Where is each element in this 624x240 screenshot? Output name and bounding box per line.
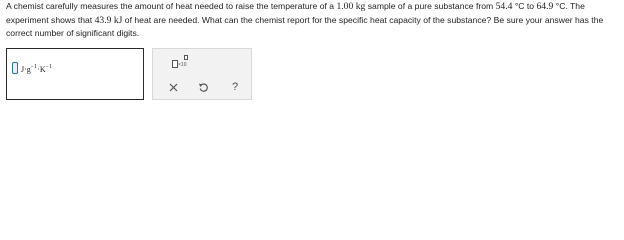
exponent-box — [184, 55, 188, 60]
undo-button[interactable] — [195, 79, 211, 95]
help-button[interactable] — [227, 79, 243, 95]
heat-unit: kJ — [113, 14, 123, 26]
mass-value: 1.00 — [336, 1, 354, 12]
undo-icon — [198, 82, 209, 93]
answer-unit — [21, 60, 52, 77]
unit-k: ·K — [37, 65, 46, 74]
question-part-4: °C. The experiment shows that — [6, 1, 585, 25]
question-part-5: of heat are needed. What can the chemist report for the specific heat capacity of the substance? Be sure your answer has the correct number of significant digits. — [6, 14, 604, 39]
answer-input[interactable] — [12, 62, 18, 74]
clear-button[interactable] — [165, 79, 181, 95]
temperature-end: 64.9 — [536, 1, 554, 12]
question-part-2: sample of a pure substance from — [365, 1, 496, 11]
mass-unit: kg — [355, 1, 366, 12]
answer-tools-panel — [152, 48, 252, 100]
unit-j-per-g: J·g — [21, 65, 31, 74]
heat-value: 43.9 — [94, 14, 112, 26]
help-icon: ? — [231, 81, 239, 93]
temperature-start: 54.4 — [495, 1, 513, 12]
question-part-3: °C to — [512, 1, 537, 11]
action-row — [153, 79, 251, 95]
scientific-notation-icon[interactable] — [172, 55, 188, 69]
times-ten-label: ×10 — [178, 62, 187, 68]
question-part-1: A chemist carefully measures the amount of heat needed to raise the temperature of a — [6, 1, 337, 11]
unit-exponent-1: −1 — [30, 64, 38, 70]
unit-exponent-2: −1 — [45, 64, 53, 70]
close-icon — [169, 83, 178, 92]
answer-box — [6, 48, 144, 100]
question-text — [6, 0, 618, 40]
